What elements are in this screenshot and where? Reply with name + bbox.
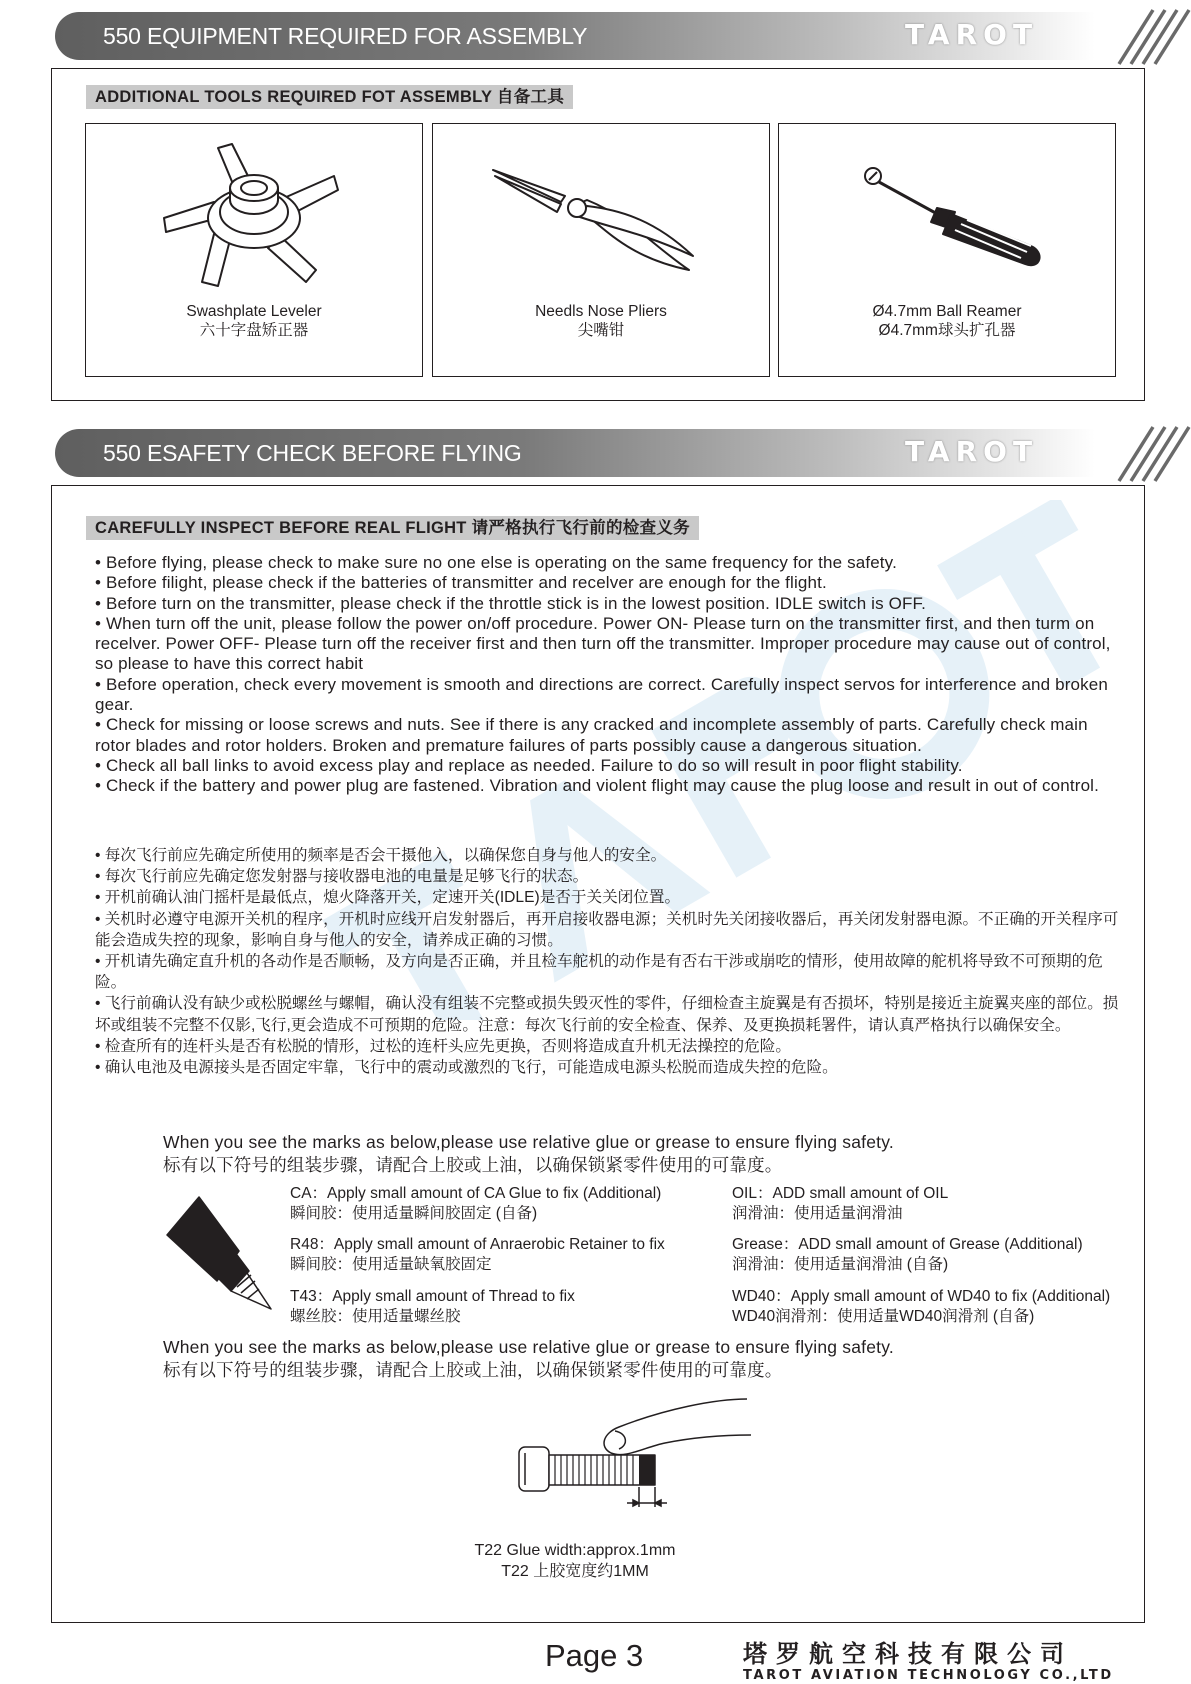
list-item: • Before turn on the transmitter, please check if the throttle stick is in the lowest position. IDLE switch is OFF. [95,593,927,613]
list-item: • 开机前确认油门摇杆是最低点，熄火降落开关，定速开关(IDLE)是否于关关闭位置。 [95,889,681,907]
section-title: 550 EQUIPMENT REQUIRED FOR ASSEMBLY [103,23,588,49]
tool-label-en: Swashplate Leveler [186,303,322,320]
tool-label-cn: 尖嘴钳 [577,322,625,339]
glue-item-cn: 瞬间胶：使用适量瞬间胶固定 (自备) [290,1205,538,1222]
english-checklist [95,553,1125,797]
section-title: 550 ESAFETY CHECK BEFORE FLYING [103,440,522,466]
tool-caption [779,302,1115,340]
safety-subheading: CAREFULLY INSPECT BEFORE REAL FLIGHT 请严格执行飞行前的检查义务 [86,516,699,540]
glue-item-en: Grease：ADD small amount of Grease (Additional) [732,1236,1083,1253]
list-item: • Before flying, please check to make sure no one else is operating on the same frequency for the safety. [95,553,897,572]
glue-item-r48 [290,1235,665,1275]
company-name-en: TAROT AVIATION TECHNOLOGY CO.,LTD [743,1668,1114,1683]
glue-item-cn: 润滑油：使用适量润滑油 [732,1205,903,1222]
list-item: • 开机请先确定直升机的各动作是否顺畅，及方向是否正确，并且检车舵机的动作是有否右干涉或崩吃的情形，使用故障的舵机将导致不可预期的危险。 [95,953,1103,992]
glue-item-wd40 [732,1287,1110,1327]
tool-label-cn: 六十字盘矫正器 [199,322,309,339]
tarot-logo: TAROT [905,18,1039,51]
tool-card-swashplate-leveler [85,123,423,377]
glue-intro-cn: 标有以下符号的组装步骤，请配合上胶或上油，以确保锁紧零件使用的可靠度。 [163,1360,783,1380]
list-item: • Check for missing or loose screws and nuts. See if there is any cracked and incomplete assembly of parts. Carefully check main rotor blades and rotor holders. Broken and premature failures of parts possibly cause a dangerous situation. [95,715,1088,755]
swashplate-leveler-icon [156,136,356,296]
glue-item-ca [290,1184,661,1224]
glue-intro-en: When you see the marks as below,please use relative glue or grease to ensure flying safety. [163,1337,894,1357]
glue-intro-repeat [163,1336,894,1382]
slashes-decoration-icon [1075,6,1191,66]
glue-item-cn: 瞬间胶：使用适量缺氧胶固定 [290,1256,492,1273]
screw-glue-diagram-icon [515,1395,755,1525]
glue-item-t43 [290,1287,575,1327]
list-item: • Before operation, check every movement is smooth and directions are correct. Carefully inspect servos for interference and broken gear. [95,674,1109,715]
tool-label-en: Ø4.7mm Ball Reamer [872,303,1022,320]
tool-card-ball-reamer [778,123,1116,377]
glue-item-cn: 螺丝胶：使用适量螺丝胶 [290,1308,461,1325]
glue-bottle-icon [165,1195,275,1315]
glue-intro-en: When you see the marks as below,please use relative glue or grease to ensure flying safety. [163,1132,894,1152]
t22-caption [445,1540,705,1582]
list-item: • 关机时必遵守电源开关机的程序，开机时应线开启发射器后，再开启接收器电源；关机时先关闭接收器后，再关闭发射器电源。不正确的开关程序可能会造成失控的现象，影响自身与他人的安全，请养成正确的习惯。 [95,910,1119,949]
list-item: • Check all ball links to avoid excess play and replace as needed. Failure to do so will result in poor flight stability. [95,755,963,775]
tool-caption [433,302,769,340]
list-item: • 确认电池及电源接头是否固定牢靠，飞行中的震动或激烈的飞行，可能造成电源头松脱而造成失控的危险。 [95,1059,838,1077]
section-header-safety [55,429,1135,477]
glue-item-en: R48：Apply small amount of Anraerobic Retainer to fix [290,1236,665,1253]
glue-item-grease [732,1235,1083,1275]
pliers-icon [491,152,701,272]
tool-label-cn: Ø4.7mm球头扩孔器 [878,322,1016,339]
tool-caption [86,302,422,340]
glue-item-en: OIL：ADD small amount of OIL [732,1185,949,1202]
company-name-cn: 塔罗航空科技有限公司 [743,1640,1073,1668]
screwdriver-icon [859,164,1049,274]
slashes-decoration-icon [1075,423,1191,483]
list-item: • 检查所有的连杆头是否有松脱的情形，过松的连杆头应先更换，否则将造成直升机无法操控的危险。 [95,1037,791,1055]
list-item: • 每次飞行前应先确定所使用的频率是否会干摄他入，以确保您自身与他人的安全。 [95,847,667,864]
glue-intro-cn: 标有以下符号的组装步骤，请配合上胶或上油，以确保锁紧零件使用的可靠度。 [163,1155,783,1175]
glue-item-cn: WD40润滑剂：使用适量WD40润滑剂 (自备) [732,1308,1035,1325]
glue-item-oil [732,1184,948,1224]
glue-item-en: T43：Apply small amount of Thread to fix [290,1288,575,1305]
glue-item-en: WD40：Apply small amount of WD40 to fix (Additional) [732,1288,1111,1305]
glue-item-cn: 润滑油：使用适量润滑油 (自备) [732,1256,949,1273]
glue-intro [163,1131,894,1177]
page-number: Page 3 [545,1638,644,1673]
t22-caption-cn: T22 上胶宽度约1MM [501,1563,649,1580]
list-item: • 每次飞行前应先确定您发射器与接收器电池的电量是足够飞行的状态。 [95,868,589,886]
list-item: • 飞行前确认没有缺少或松脱螺丝与螺帽，确认没有组装不完整或损失毁灭性的零件，仔细检查主旋翼是有否损坏，特别是接近主旋翼夹座的部位。损坏或组装不完整不仅影,飞行,更会造成不可预期的危险。注意：每次飞行前的安全检查、保养、及更换损耗署件，请认真严格执行以确保安全。 [95,995,1119,1034]
tool-card-pliers [432,123,770,377]
list-item: • Before filight, please check if the batteries of transmitter and recelver are enough for the flight. [95,573,827,593]
glue-item-en: CA：Apply small amount of CA Glue to fix (Additional) [290,1185,662,1202]
tarot-logo: TAROT [905,435,1039,468]
t22-caption-en: T22 Glue width:approx.1mm [474,1542,676,1559]
list-item: • Check if the battery and power plug are fastened. Vibration and violent flight may cause the plug loose and result in out of control. [95,776,1099,796]
tools-subheading: ADDITIONAL TOOLS REQUIRED FOT ASSEMBLY 自备工具 [86,85,573,109]
chinese-checklist [95,845,1125,1078]
tool-label-en: Needls Nose Pliers [535,303,667,320]
section-header-equipment [55,12,1135,60]
list-item: • When turn off the unit, please follow the power on/off procedure. Power ON- Please turn on the transmitter first, and then turm on recelver. Power OFF- Please turn off the receiver first and then turn off the transmitter. Improper procedure may cause out of control, so please to have this correct habit [95,613,1111,674]
